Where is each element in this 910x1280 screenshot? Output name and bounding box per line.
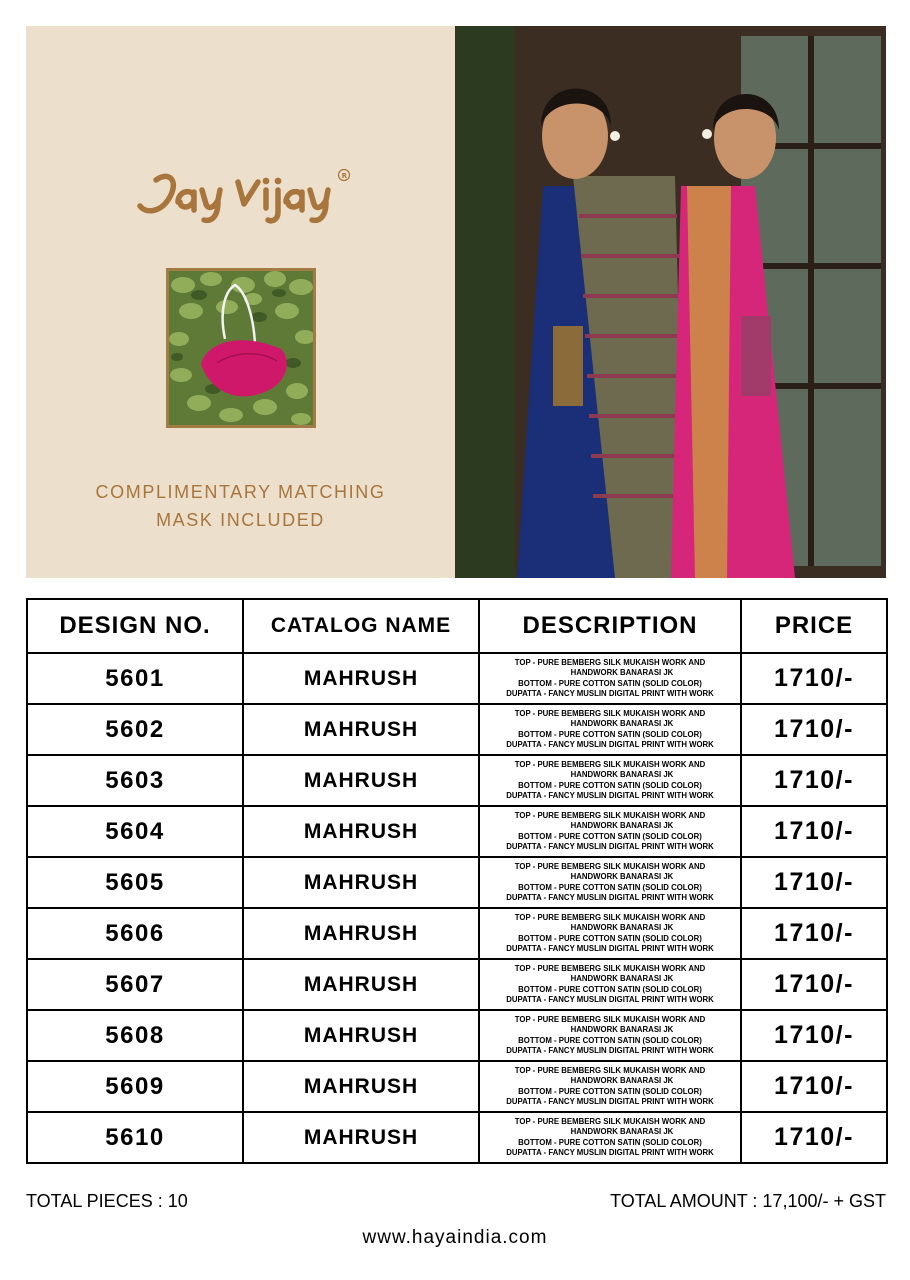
website-link[interactable]: www.hayaindia.com xyxy=(362,1227,548,1248)
description-line: HANDWORK BANARASI JK xyxy=(570,770,674,780)
description xyxy=(479,806,741,857)
price: 1710/- xyxy=(741,704,887,755)
price: 1710/- xyxy=(741,959,887,1010)
description xyxy=(479,755,741,806)
description-line: HANDWORK BANARASI JK xyxy=(570,974,674,984)
table-row xyxy=(27,1010,887,1061)
description-line: TOP - PURE BEMBERG SILK MUKAISH WORK AND xyxy=(514,759,706,769)
description-line: BOTTOM - PURE COTTON SATIN (SOLID COLOR) xyxy=(518,1137,702,1147)
catalog-name: MAHRUSH xyxy=(243,755,479,806)
table-header-row xyxy=(27,599,887,653)
description xyxy=(479,908,741,959)
catalog-name: MAHRUSH xyxy=(243,704,479,755)
table-row xyxy=(27,857,887,908)
description-line: HANDWORK BANARASI JK xyxy=(570,1127,674,1137)
catalog-name: MAHRUSH xyxy=(243,908,479,959)
design-number: 5606 xyxy=(27,908,243,959)
description-line: BOTTOM - PURE COTTON SATIN (SOLID COLOR) xyxy=(518,1035,702,1045)
price: 1710/- xyxy=(741,1010,887,1061)
description-line: DUPATTA - FANCY MUSLIN DIGITAL PRINT WITH WORK xyxy=(506,1096,714,1106)
total-pieces: TOTAL PIECES : 10 xyxy=(26,1191,188,1211)
description-line: DUPATTA - FANCY MUSLIN DIGITAL PRINT WITH WORK xyxy=(506,1147,714,1157)
description-line: TOP - PURE BEMBERG SILK MUKAISH WORK AND xyxy=(514,861,706,871)
description-line: BOTTOM - PURE COTTON SATIN (SOLID COLOR) xyxy=(518,729,702,739)
description-line: BOTTOM - PURE COTTON SATIN (SOLID COLOR) xyxy=(518,882,702,892)
description-line: DUPATTA - FANCY MUSLIN DIGITAL PRINT WITH WORK xyxy=(506,739,714,749)
description xyxy=(479,653,741,704)
description-line: HANDWORK BANARASI JK xyxy=(570,821,674,831)
mask-photo xyxy=(166,268,316,428)
table-row xyxy=(27,806,887,857)
description-line: DUPATTA - FANCY MUSLIN DIGITAL PRINT WITH WORK xyxy=(506,892,714,902)
design-number: 5608 xyxy=(27,1010,243,1061)
description-line: TOP - PURE BEMBERG SILK MUKAISH WORK AND xyxy=(514,1014,706,1024)
design-number: 5609 xyxy=(27,1061,243,1112)
header-description: DESCRIPTION xyxy=(479,599,741,653)
price: 1710/- xyxy=(741,755,887,806)
description xyxy=(479,704,741,755)
description-line: BOTTOM - PURE COTTON SATIN (SOLID COLOR) xyxy=(518,1086,702,1096)
description-line: BOTTOM - PURE COTTON SATIN (SOLID COLOR) xyxy=(518,678,702,688)
design-number: 5610 xyxy=(27,1112,243,1163)
description-line: TOP - PURE BEMBERG SILK MUKAISH WORK AND xyxy=(514,963,706,973)
mask-caption-line2: MASK INCLUDED xyxy=(156,510,325,530)
description-line: DUPATTA - FANCY MUSLIN DIGITAL PRINT WITH WORK xyxy=(506,943,714,953)
header-design-no: DESIGN NO. xyxy=(27,599,243,653)
price: 1710/- xyxy=(741,806,887,857)
table-row xyxy=(27,1112,887,1163)
description-line: HANDWORK BANARASI JK xyxy=(570,668,674,678)
description xyxy=(479,1061,741,1112)
catalog-name: MAHRUSH xyxy=(243,857,479,908)
catalog-table xyxy=(26,598,888,1164)
description-line: TOP - PURE BEMBERG SILK MUKAISH WORK AND xyxy=(514,1065,706,1075)
price: 1710/- xyxy=(741,908,887,959)
models-photo xyxy=(455,26,886,578)
brand-logo xyxy=(134,166,354,226)
description xyxy=(479,1112,741,1163)
description-line: BOTTOM - PURE COTTON SATIN (SOLID COLOR) xyxy=(518,780,702,790)
design-number: 5607 xyxy=(27,959,243,1010)
design-number: 5603 xyxy=(27,755,243,806)
catalog-name: MAHRUSH xyxy=(243,1061,479,1112)
description-line: DUPATTA - FANCY MUSLIN DIGITAL PRINT WITH WORK xyxy=(506,994,714,1004)
catalog-name: MAHRUSH xyxy=(243,653,479,704)
description-line: DUPATTA - FANCY MUSLIN DIGITAL PRINT WITH WORK xyxy=(506,790,714,800)
description-line: DUPATTA - FANCY MUSLIN DIGITAL PRINT WITH WORK xyxy=(506,1045,714,1055)
design-number: 5601 xyxy=(27,653,243,704)
table-row xyxy=(27,959,887,1010)
price: 1710/- xyxy=(741,653,887,704)
description-line: HANDWORK BANARASI JK xyxy=(570,719,674,729)
design-number: 5602 xyxy=(27,704,243,755)
catalog-name: MAHRUSH xyxy=(243,959,479,1010)
description-line: BOTTOM - PURE COTTON SATIN (SOLID COLOR) xyxy=(518,933,702,943)
description-line: HANDWORK BANARASI JK xyxy=(570,1025,674,1035)
description-line: HANDWORK BANARASI JK xyxy=(570,1076,674,1086)
promo-panel xyxy=(26,26,455,578)
description xyxy=(479,1010,741,1061)
price: 1710/- xyxy=(741,857,887,908)
price: 1710/- xyxy=(741,1061,887,1112)
description-line: DUPATTA - FANCY MUSLIN DIGITAL PRINT WITH WORK xyxy=(506,688,714,698)
design-number: 5604 xyxy=(27,806,243,857)
svg-text:R: R xyxy=(341,172,347,180)
catalog-name: MAHRUSH xyxy=(243,806,479,857)
table-row xyxy=(27,653,887,704)
description-line: TOP - PURE BEMBERG SILK MUKAISH WORK AND xyxy=(514,1116,706,1126)
table-row xyxy=(27,704,887,755)
design-number: 5605 xyxy=(27,857,243,908)
catalog-name: MAHRUSH xyxy=(243,1010,479,1061)
description-line: BOTTOM - PURE COTTON SATIN (SOLID COLOR) xyxy=(518,984,702,994)
mask-caption xyxy=(26,478,455,534)
price: 1710/- xyxy=(741,1112,887,1163)
description xyxy=(479,857,741,908)
table-row xyxy=(27,1061,887,1112)
description xyxy=(479,959,741,1010)
mask-caption-line1: COMPLIMENTARY MATCHING xyxy=(95,482,386,502)
header-catalog-name: CATALOG NAME xyxy=(243,599,479,653)
description-line: HANDWORK BANARASI JK xyxy=(570,872,674,882)
table-body xyxy=(27,653,887,1163)
total-amount: TOTAL AMOUNT : 17,100/- + GST xyxy=(610,1191,886,1211)
table-row xyxy=(27,908,887,959)
catalog-name: MAHRUSH xyxy=(243,1112,479,1163)
description-line: HANDWORK BANARASI JK xyxy=(570,923,674,933)
description-line: TOP - PURE BEMBERG SILK MUKAISH WORK AND xyxy=(514,708,706,718)
table-row xyxy=(27,755,887,806)
description-line: TOP - PURE BEMBERG SILK MUKAISH WORK AND xyxy=(514,810,706,820)
header-price: PRICE xyxy=(741,599,887,653)
hero-banner xyxy=(26,26,886,578)
description-line: BOTTOM - PURE COTTON SATIN (SOLID COLOR) xyxy=(518,831,702,841)
description-line: DUPATTA - FANCY MUSLIN DIGITAL PRINT WITH WORK xyxy=(506,841,714,851)
description-line: TOP - PURE BEMBERG SILK MUKAISH WORK AND xyxy=(514,912,706,922)
description-line: TOP - PURE BEMBERG SILK MUKAISH WORK AND xyxy=(514,657,706,667)
